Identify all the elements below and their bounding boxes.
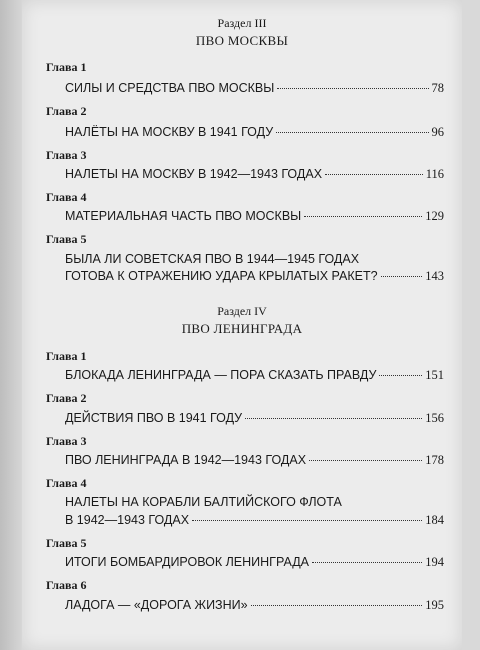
- section-3-title: ПВО МОСКВЫ: [195, 33, 289, 48]
- chapter-label: Глава 6: [46, 578, 87, 592]
- toc-leader-dots: [192, 520, 422, 521]
- chapter-label: Глава 2: [46, 391, 87, 405]
- toc-entry-title: В 1942—1943 ГОДАХ: [65, 513, 190, 527]
- toc-entry-title: ГОТОВА К ОТРАЖЕНИЮ УДАРА КРЫЛАТЫХ РАКЕТ?: [65, 269, 378, 283]
- toc-leader-dots: [245, 418, 422, 419]
- toc-entry-page: 195: [425, 598, 444, 612]
- chapter-label: Глава 2: [46, 104, 87, 118]
- toc-entry-page: 96: [431, 125, 444, 139]
- chapter-label: Глава 4: [46, 190, 87, 204]
- toc-leader-dots: [312, 562, 422, 563]
- chapter-label: Глава 1: [46, 60, 87, 74]
- section-4-title: ПВО ЛЕНИНГРАДА: [181, 321, 303, 336]
- toc-entry-page: 143: [425, 269, 444, 283]
- toc-leader-dots: [309, 460, 422, 461]
- toc-leader-dots: [251, 605, 423, 606]
- chapter-label: Глава 4: [46, 476, 87, 490]
- toc-entry-title-line1: НАЛЕТЫ НА КОРАБЛИ БАЛТИЙСКОГО ФЛОТА: [65, 495, 342, 509]
- toc-entry-page: 129: [425, 209, 444, 223]
- toc-entry-title: ДЕЙСТВИЯ ПВО В 1941 ГОДУ: [65, 411, 243, 425]
- toc-entry-page: 116: [425, 167, 444, 181]
- toc-entry-title: ПВО ЛЕНИНГРАДА В 1942—1943 ГОДАХ: [65, 453, 307, 467]
- toc-entry-page: 184: [425, 513, 444, 527]
- toc-leader-dots: [277, 88, 428, 89]
- toc-entry-page: 178: [425, 453, 444, 467]
- toc-entry-page: 151: [425, 368, 444, 382]
- toc-leader-dots: [304, 216, 422, 217]
- toc-entry: [65, 554, 444, 570]
- section-4-label: Раздел IV: [217, 304, 267, 318]
- toc-entry: [65, 80, 444, 96]
- section-3-label: Раздел III: [217, 16, 267, 30]
- toc-entry: [65, 597, 444, 613]
- toc-entry-title: ЛАДОГА — «ДОРОГА ЖИЗНИ»: [65, 598, 248, 612]
- toc-leader-dots: [276, 132, 428, 133]
- toc-entry-title-line1: БЫЛА ЛИ СОВЕТСКАЯ ПВО В 1944—1945 ГОДАХ: [65, 252, 360, 266]
- chapter-label: Глава 5: [46, 232, 87, 246]
- toc-entry-title: МАТЕРИАЛЬНАЯ ЧАСТЬ ПВО МОСКВЫ: [65, 209, 302, 223]
- toc-entry: [65, 410, 444, 426]
- toc-entry-page: 156: [425, 411, 444, 425]
- toc-entry-page: 194: [425, 555, 444, 569]
- toc-entry: [65, 268, 444, 284]
- page-gutter: [0, 0, 22, 650]
- toc-entry-title: НАЛЕТЫ НА МОСКВУ В 1942—1943 ГОДАХ: [65, 167, 323, 181]
- toc-leader-dots: [379, 375, 422, 376]
- toc-entry-title: БЛОКАДА ЛЕНИНГРАДА — ПОРА СКАЗАТЬ ПРАВДУ: [65, 368, 377, 382]
- chapter-label: Глава 3: [46, 434, 87, 448]
- toc-entry: [65, 208, 444, 224]
- toc-leader-dots: [381, 276, 423, 277]
- toc-entry-title: ИТОГИ БОМБАРДИРОВОК ЛЕНИНГРАДА: [65, 555, 310, 569]
- chapter-label: Глава 5: [46, 536, 87, 550]
- toc-entry-title: НАЛЁТЫ НА МОСКВУ В 1941 ГОДУ: [65, 125, 274, 139]
- book-page: [22, 0, 462, 650]
- toc-entry: [65, 166, 444, 182]
- chapter-label: Глава 3: [46, 148, 87, 162]
- toc-entry: [65, 452, 444, 468]
- toc-entry: [65, 124, 444, 140]
- toc-leader-dots: [325, 174, 423, 175]
- toc-entry-title: СИЛЫ И СРЕДСТВА ПВО МОСКВЫ: [65, 81, 275, 95]
- chapter-label: Глава 1: [46, 349, 87, 363]
- toc-entry: [65, 367, 444, 383]
- toc-entry-page: 78: [431, 81, 444, 95]
- toc-entry: [65, 512, 444, 528]
